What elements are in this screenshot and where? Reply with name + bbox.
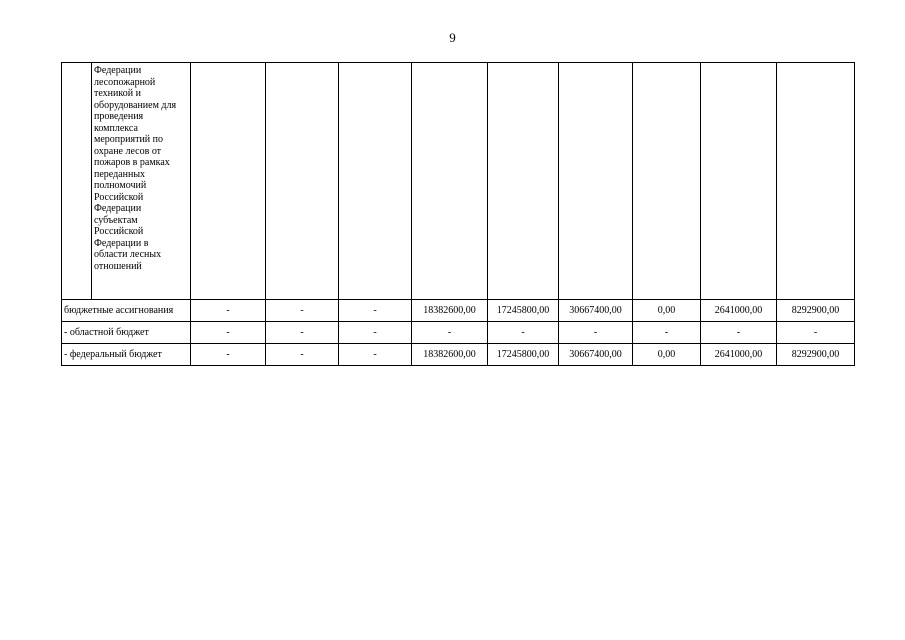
value-cell: - — [633, 322, 701, 344]
value-cell: - — [488, 322, 559, 344]
value-cell: - — [191, 322, 266, 344]
value-cell: 17245800,00 — [488, 344, 559, 366]
value-cell: - — [339, 300, 412, 322]
empty-cell — [488, 63, 559, 300]
description-line: полномочий — [94, 180, 147, 191]
description-line: техникой и — [94, 88, 141, 99]
value-cell: - — [777, 322, 855, 344]
description-line: мероприятий по — [94, 134, 163, 145]
value-cell: - — [339, 322, 412, 344]
description-line: комплекса — [94, 122, 138, 134]
description-line: Российской — [94, 191, 144, 203]
value-cell: 2641000,00 — [701, 300, 777, 322]
description-line: оборудованием для — [94, 99, 177, 111]
description-row — [62, 63, 855, 300]
table-row — [62, 322, 855, 344]
value-cell: 8292900,00 — [777, 344, 855, 366]
value-cell: - — [559, 322, 633, 344]
table-row — [62, 344, 855, 366]
description-line: области лесных — [94, 249, 162, 260]
page-number: 9 — [449, 30, 456, 45]
value-cell: - — [701, 322, 777, 344]
empty-cell — [559, 63, 633, 300]
description-line: Российской — [94, 226, 144, 237]
value-cell: - — [266, 344, 339, 366]
empty-cell — [266, 63, 339, 300]
description-line: проведения — [94, 111, 144, 122]
empty-cell — [412, 63, 488, 300]
value-cell: 2641000,00 — [701, 344, 777, 366]
value-cell: 30667400,00 — [559, 344, 633, 366]
value-cell: 17245800,00 — [488, 300, 559, 322]
description-line: Федерации — [94, 203, 142, 214]
description-line: Федерации в — [94, 237, 149, 249]
value-cell: - — [191, 344, 266, 366]
value-cell: - — [266, 300, 339, 322]
description-line: пожаров в рамках — [94, 157, 170, 168]
description-line: лесопожарной — [94, 76, 156, 88]
value-cell: 30667400,00 — [559, 300, 633, 322]
row-label: бюджетные ассигнования — [62, 300, 191, 322]
empty-cell — [633, 63, 701, 300]
description-line: Федерации — [94, 65, 142, 76]
value-cell: - — [412, 322, 488, 344]
row-label: - федеральный бюджет — [62, 344, 191, 366]
empty-cell — [339, 63, 412, 300]
value-cell: - — [191, 300, 266, 322]
value-cell: 8292900,00 — [777, 300, 855, 322]
description-line: отношений — [94, 260, 142, 272]
empty-cell — [777, 63, 855, 300]
table-row — [62, 300, 855, 322]
value-cell: 0,00 — [633, 344, 701, 366]
measure-description-cell — [92, 63, 191, 300]
value-cell: - — [339, 344, 412, 366]
description-line: субъектам — [94, 214, 138, 226]
description-line: охране лесов от — [94, 145, 162, 157]
value-cell: 0,00 — [633, 300, 701, 322]
budget-table — [61, 62, 855, 366]
value-cell: - — [266, 322, 339, 344]
empty-cell — [191, 63, 266, 300]
value-cell: 18382600,00 — [412, 344, 488, 366]
empty-cell — [701, 63, 777, 300]
description-line: переданных — [94, 168, 146, 180]
value-cell: 18382600,00 — [412, 300, 488, 322]
blank-cell — [62, 63, 92, 300]
row-label: - областной бюджет — [62, 322, 191, 344]
